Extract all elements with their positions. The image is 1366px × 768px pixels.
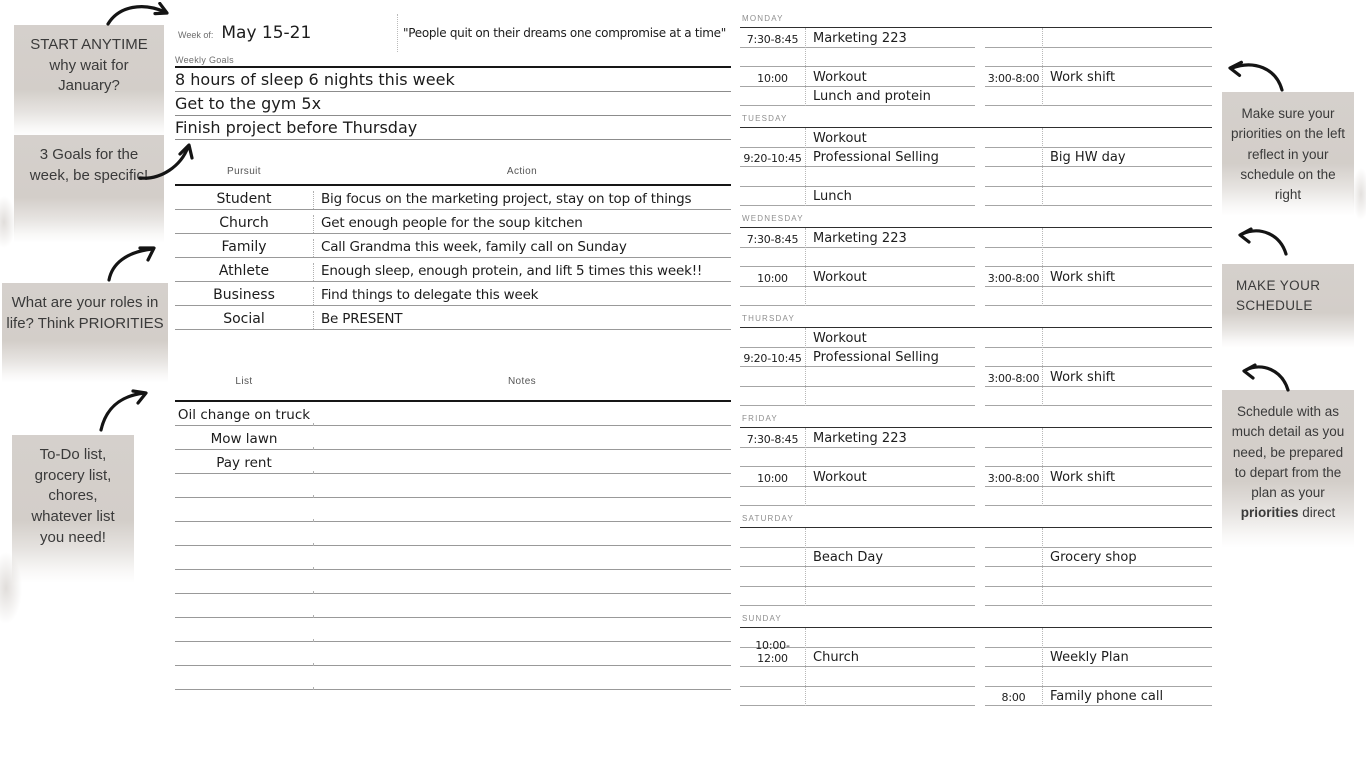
schedule-row <box>740 328 975 348</box>
list-row <box>175 570 731 594</box>
schedule-row <box>985 567 1212 587</box>
schedule-row <box>985 587 1212 607</box>
time-cell: 10:00 <box>757 471 788 485</box>
schedule-row <box>985 187 1212 207</box>
event-cell: Work shift <box>1050 69 1116 85</box>
schedule-day-sunday <box>740 614 1212 714</box>
schedule-row <box>985 348 1212 368</box>
time-cell: 7:30-8:45 <box>746 232 799 246</box>
schedule-day-friday <box>740 414 1212 514</box>
day-column-left <box>740 128 975 206</box>
schedule-row <box>740 487 975 507</box>
schedule-row <box>740 28 975 48</box>
schedule-row <box>740 167 975 187</box>
event-cell: Workout <box>813 469 867 485</box>
pursuit-cell: Student <box>216 191 272 207</box>
notes-cell <box>313 567 731 569</box>
notes-cell <box>313 663 731 665</box>
time-column-divider <box>805 528 806 606</box>
pursuit-cell: Athlete <box>218 263 270 279</box>
time-column-divider <box>805 128 806 206</box>
event-cell: Lunch and protein <box>813 89 931 104</box>
day-column-right <box>985 628 1212 706</box>
list-row <box>175 522 731 546</box>
time-cell: 7:30-8:45 <box>746 432 799 446</box>
pursuit-cell: Social <box>223 311 265 327</box>
pursuit-column-header: Pursuit <box>227 165 261 177</box>
time-column-divider <box>1042 428 1043 506</box>
day-column-right <box>985 228 1212 306</box>
schedule-day-thursday <box>740 314 1212 414</box>
schedule-row <box>740 567 975 587</box>
time-cell: 3:00-8:00 <box>987 71 1040 85</box>
pursuit-cell: Business <box>213 287 275 303</box>
schedule-row <box>985 328 1212 348</box>
notes-cell <box>313 471 731 473</box>
pursuit-row <box>175 210 731 234</box>
day-name-label: MONDAY <box>740 14 1212 28</box>
day-name-label: FRIDAY <box>740 414 1212 428</box>
pursuit-row <box>175 258 731 282</box>
annotation-text: START ANYTIME why wait for January? <box>30 36 148 95</box>
time-column-divider <box>805 328 806 406</box>
day-columns <box>740 228 1212 306</box>
schedule-row <box>985 167 1212 187</box>
schedule-row <box>740 667 975 687</box>
list-item-cell <box>175 543 313 545</box>
quote-text: "People quit on their dreams one compromise at a time" <box>397 14 731 52</box>
schedule-row <box>985 67 1212 87</box>
time-cell: 3:00-8:00 <box>987 471 1040 485</box>
day-columns <box>740 128 1212 206</box>
planner-header <box>175 14 731 52</box>
event-cell: Lunch <box>813 189 852 204</box>
annotation-bold-word: priorities <box>1240 505 1299 521</box>
list-row <box>175 450 731 474</box>
day-columns <box>740 428 1212 506</box>
time-cell: 10:00 <box>757 271 788 285</box>
list-row <box>175 546 731 570</box>
notes-cell <box>313 639 731 641</box>
day-column-left <box>740 228 975 306</box>
list-row <box>175 426 731 450</box>
curved-arrow-icon <box>104 244 164 284</box>
day-column-left <box>740 28 975 106</box>
curved-arrow-icon <box>1224 58 1288 94</box>
schedule-row <box>985 148 1212 168</box>
pursuit-row <box>175 186 731 210</box>
curved-arrow-icon <box>96 386 154 434</box>
event-cell: Church <box>813 650 860 665</box>
time-column-divider <box>1042 128 1043 206</box>
week-of-label: Week of: <box>178 30 214 40</box>
list-item-cell <box>175 519 313 521</box>
schedule-row <box>985 267 1212 287</box>
list-column-header: List <box>235 376 253 387</box>
schedule-row <box>740 128 975 148</box>
day-column-left <box>740 528 975 606</box>
list-item-cell: Oil change on truck <box>177 407 311 423</box>
time-column-divider <box>805 228 806 306</box>
schedule-row <box>985 87 1212 107</box>
schedule-row <box>740 387 975 407</box>
schedule-row <box>740 367 975 387</box>
list-item-cell <box>175 591 313 593</box>
list-row <box>175 666 731 690</box>
day-name-label: SUNDAY <box>740 614 1212 628</box>
notes-cell <box>313 447 731 449</box>
schedule-row <box>740 248 975 268</box>
weekly-schedule <box>740 14 1212 714</box>
time-cell: 10:00-12:00 <box>755 639 790 665</box>
list-item-cell <box>175 687 313 689</box>
event-cell: Workout <box>813 69 867 85</box>
day-column-left <box>740 628 975 706</box>
schedule-row <box>740 67 975 87</box>
time-column-divider <box>1042 528 1043 606</box>
event-cell: Workout <box>813 330 867 346</box>
schedule-row <box>740 528 975 548</box>
day-column-right <box>985 28 1212 106</box>
notes-cell <box>313 543 731 545</box>
schedule-row <box>985 648 1212 668</box>
schedule-row <box>985 387 1212 407</box>
schedule-row <box>985 287 1212 307</box>
list-item-cell <box>175 639 313 641</box>
week-of-field <box>175 14 397 52</box>
pursuit-cell: Church <box>219 215 269 231</box>
schedule-row <box>740 687 975 707</box>
schedule-row <box>985 48 1212 68</box>
schedule-row <box>985 248 1212 268</box>
event-cell: Workout <box>813 130 867 146</box>
schedule-row <box>985 687 1212 707</box>
weekly-goals-label: Weekly Goals <box>175 55 234 65</box>
schedule-row <box>740 228 975 248</box>
annotation-text: To-Do list, grocery list, chores, whatever list you need! <box>31 446 115 546</box>
day-name-label: THURSDAY <box>740 314 1212 328</box>
time-cell: 9:20-10:45 <box>743 152 802 165</box>
schedule-row <box>985 448 1212 468</box>
list-row <box>175 618 731 642</box>
day-column-left <box>740 328 975 406</box>
action-column-header: Action <box>506 165 538 177</box>
time-cell: 9:20-10:45 <box>743 352 802 365</box>
schedule-row <box>985 487 1212 507</box>
schedule-row <box>740 267 975 287</box>
pursuit-cell: Family <box>221 239 267 255</box>
time-column-divider <box>1042 628 1043 706</box>
schedule-row <box>740 48 975 68</box>
time-column-divider <box>1042 28 1043 106</box>
day-column-right <box>985 428 1212 506</box>
event-cell: Workout <box>813 269 867 285</box>
schedule-day-monday <box>740 14 1212 114</box>
list-item-cell <box>175 495 313 497</box>
event-cell: Work shift <box>1050 369 1116 385</box>
event-cell: Work shift <box>1050 269 1116 285</box>
time-column-divider <box>805 28 806 106</box>
schedule-row <box>985 228 1212 248</box>
schedule-day-saturday <box>740 514 1212 614</box>
action-cell: Be PRESENT <box>313 311 731 329</box>
schedule-row <box>740 87 975 107</box>
list-item-cell <box>175 615 313 617</box>
event-cell: Weekly Plan <box>1050 650 1129 665</box>
pursuit-table-header <box>175 158 731 184</box>
time-cell: 3:00-8:00 <box>987 271 1040 285</box>
curved-arrow-icon <box>1234 226 1292 258</box>
list-item-cell: Pay rent <box>216 455 272 471</box>
day-column-left <box>740 428 975 506</box>
pursuit-row <box>175 306 731 330</box>
list-row <box>175 594 731 618</box>
event-cell: Family phone call <box>1050 689 1164 704</box>
list-item-cell <box>175 567 313 569</box>
annotation-roles-priorities <box>2 283 168 383</box>
action-cell: Get enough people for the soup kitchen <box>313 215 731 233</box>
schedule-row <box>740 348 975 368</box>
annotation-text: Schedule with as much detail as you need, be prepared to depart from the plan as your <box>1231 404 1345 500</box>
action-cell: Find things to delegate this week <box>313 287 731 305</box>
day-column-right <box>985 328 1212 406</box>
schedule-row <box>740 428 975 448</box>
event-cell: Beach Day <box>813 550 884 565</box>
schedule-row <box>740 448 975 468</box>
notes-cell <box>313 615 731 617</box>
annotation-text: Make sure your priorities on the left reflect in your schedule on the right <box>1230 106 1346 202</box>
planner-left-page <box>175 14 731 690</box>
annotation-start-anytime <box>14 25 164 137</box>
event-cell: Big HW day <box>1050 150 1126 165</box>
schedule-day-wednesday <box>740 214 1212 314</box>
schedule-row <box>985 548 1212 568</box>
notes-cell <box>313 687 731 689</box>
pursuit-action-table <box>175 158 731 330</box>
annotation-priorities-reflect <box>1222 92 1354 216</box>
list-row <box>175 642 731 666</box>
time-column-divider <box>1042 228 1043 306</box>
action-cell: Call Grandma this week, family call on Sunday <box>313 239 731 257</box>
time-cell: 7:30-8:45 <box>746 32 799 46</box>
day-columns <box>740 28 1212 106</box>
pursuit-row <box>175 282 731 306</box>
schedule-row <box>740 639 975 668</box>
day-columns <box>740 528 1212 606</box>
event-cell: Marketing 223 <box>813 430 907 446</box>
event-cell: Professional Selling <box>813 350 939 365</box>
schedule-row <box>740 287 975 307</box>
notes-cell <box>313 423 731 425</box>
schedule-row <box>740 187 975 207</box>
schedule-row <box>740 148 975 168</box>
day-name-label: WEDNESDAY <box>740 214 1212 228</box>
annotation-text: direct <box>1298 505 1336 521</box>
goal-line: Get to the gym 5x <box>175 92 731 116</box>
day-columns <box>740 628 1212 706</box>
time-cell: 3:00-8:00 <box>987 371 1040 385</box>
list-row <box>175 498 731 522</box>
week-of-value: May 15-21 <box>221 23 312 43</box>
notes-cell <box>313 519 731 521</box>
day-name-label: SATURDAY <box>740 514 1212 528</box>
pursuit-row <box>175 234 731 258</box>
goal-line: 8 hours of sleep 6 nights this week <box>175 68 731 92</box>
watercolor-splash <box>1352 168 1366 220</box>
day-column-right <box>985 128 1212 206</box>
schedule-row <box>985 528 1212 548</box>
time-cell: 10:00 <box>757 71 788 85</box>
notes-cell <box>313 591 731 593</box>
event-cell: Marketing 223 <box>813 30 907 46</box>
time-cell: 8:00 <box>1001 691 1026 704</box>
event-cell: Professional Selling <box>813 150 939 165</box>
list-table-header <box>175 370 731 400</box>
notes-cell <box>313 495 731 497</box>
time-column-divider <box>1042 328 1043 406</box>
schedule-row <box>985 628 1212 648</box>
annotation-text: 3 Goals for the week, be specific! <box>29 146 149 184</box>
event-cell: Marketing 223 <box>813 230 907 246</box>
schedule-row <box>740 548 975 568</box>
list-notes-table <box>175 370 731 690</box>
annotation-todo-list <box>12 435 134 583</box>
action-cell: Enough sleep, enough protein, and lift 5 times this week!! <box>313 263 731 281</box>
goal-line: Finish project before Thursday <box>175 116 731 140</box>
annotation-text: MAKE YOUR SCHEDULE <box>1236 278 1321 314</box>
schedule-row <box>985 367 1212 387</box>
annotation-make-your-schedule <box>1222 264 1354 348</box>
list-row <box>175 402 731 426</box>
curved-arrow-icon <box>103 2 175 28</box>
action-cell: Big focus on the marketing project, stay on top of things <box>313 191 731 209</box>
schedule-row <box>985 467 1212 487</box>
event-cell: Work shift <box>1050 469 1116 485</box>
day-column-right <box>985 528 1212 606</box>
list-row <box>175 474 731 498</box>
time-column-divider <box>805 428 806 506</box>
day-columns <box>740 328 1212 406</box>
notes-column-header: Notes <box>507 376 537 387</box>
schedule-row <box>740 587 975 607</box>
schedule-row <box>985 667 1212 687</box>
schedule-row <box>740 467 975 487</box>
list-item-cell <box>175 663 313 665</box>
schedule-day-tuesday <box>740 114 1212 214</box>
day-name-label: TUESDAY <box>740 114 1212 128</box>
annotation-schedule-detail <box>1222 390 1354 548</box>
time-column-divider <box>805 628 806 706</box>
event-cell: Grocery shop <box>1050 550 1137 565</box>
schedule-row <box>985 128 1212 148</box>
annotation-text: What are your roles in life? Think PRIORITIES <box>6 294 164 332</box>
schedule-row <box>985 28 1212 48</box>
curved-arrow-icon <box>1238 360 1292 394</box>
list-rows <box>175 402 731 690</box>
list-item-cell: Mow lawn <box>210 431 278 447</box>
schedule-row <box>985 428 1212 448</box>
